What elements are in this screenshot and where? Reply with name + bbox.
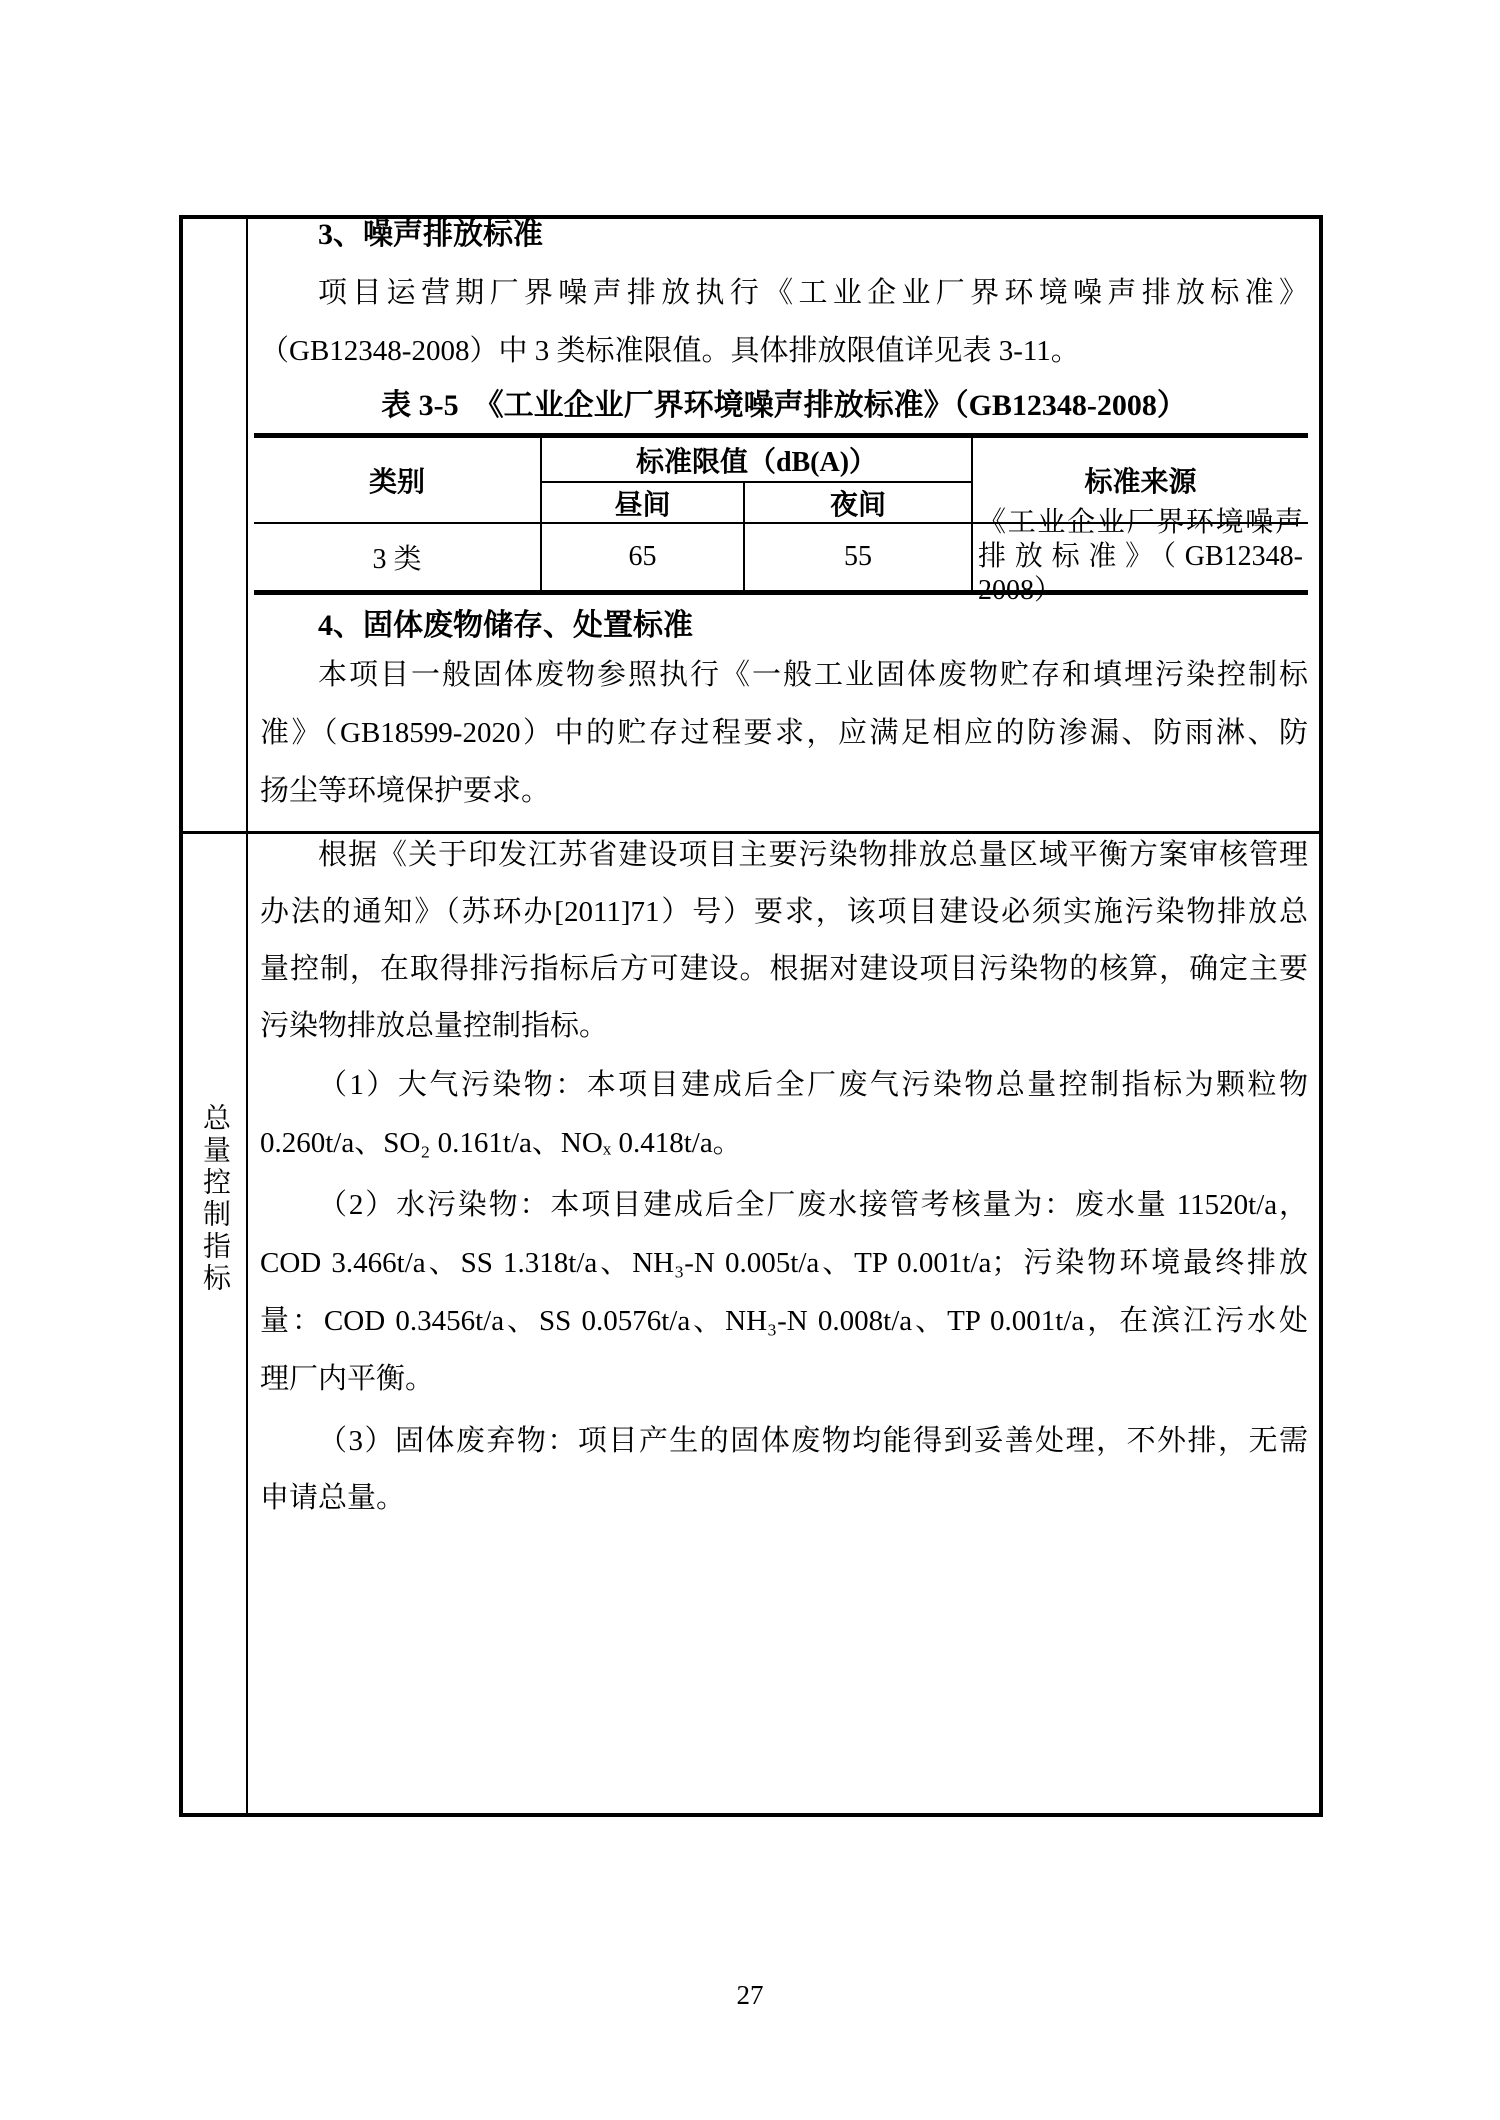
paragraph-line: 申请总量。 — [260, 1482, 406, 1514]
paragraph-line: 本项目一般固体废物参照执行《一般工业固体废物贮存和填埋污染控制标 — [318, 659, 1308, 691]
paragraph-line: （3）固体废弃物：项目产生的固体废物均能得到妥善处理，不外排，无需 — [318, 1425, 1308, 1457]
paragraph-line: 量控制，在取得排污指标后方可建设。根据对建设项目污染物的核算，确定主要 — [260, 953, 1308, 985]
table-header-source: 标准来源 — [1084, 467, 1197, 498]
section-heading-solid-waste: 4、固体废物储存、处置标准 — [318, 609, 693, 642]
paragraph-line: 根据《关于印发江苏省建设项目主要污染物排放总量区域平衡方案审核管理 — [318, 839, 1308, 871]
paragraph-line: 量：COD 0.3456t/a、SS 0.0576t/a、NH₃-N 0.008t/a、TP 0.001t/a，在滨江污水处 — [260, 1305, 1308, 1337]
sidebar-row-label: 总量控制指标 — [199, 1103, 230, 1295]
paragraph-line: 0.260t/a、SO₂ 0.161t/a、NOₓ 0.418t/a。 — [260, 1127, 742, 1159]
paragraph-line: 办法的通知》（苏环办[2011]71）号）要求，该项目建设必须实施污染物排放总 — [260, 896, 1308, 928]
table-header-category: 类别 — [254, 438, 542, 522]
paragraph-line: 准》（GB18599-2020）中的贮存过程要求，应满足相应的防渗漏、防雨淋、防 — [260, 717, 1308, 749]
section-heading-noise: 3、噪声排放标准 — [318, 218, 543, 251]
table-header-day: 昼间 — [542, 483, 745, 522]
paragraph-line: 理厂内平衡。 — [260, 1363, 435, 1395]
paragraph-line: （2）水污染物：本项目建成后全厂废水接管考核量为：废水量 11520t/a， — [318, 1189, 1308, 1221]
table-caption: 表 3-5 《工业企业厂界环境噪声排放标准》（GB12348-2008） — [381, 389, 1187, 422]
paragraph-line: （1）大气污染物：本项目建成后全厂废气污染物总量控制指标为颗粒物 — [318, 1069, 1308, 1101]
table-cell-source: 《工业企业厂界环境噪声排放标准》（GB12348-2008） — [973, 522, 1308, 590]
paragraph-line: 扬尘等环境保护要求。 — [260, 775, 551, 807]
paragraph-line: 项目运营期厂界噪声排放执行《工业企业厂界环境噪声排放标准》 — [318, 277, 1308, 309]
page-number: 27 — [736, 1980, 764, 2010]
noise-standard-table — [254, 433, 1308, 606]
paragraph-line: （GB12348-2008）中 3 类标准限值。具体排放限值详见表 3-11。 — [260, 335, 1080, 367]
table-header-limit: 标准限值（dB(A)） — [542, 438, 973, 483]
table-header-night: 夜间 — [745, 483, 973, 522]
table-cell-category: 3 类 — [254, 522, 542, 590]
table-cell-day-limit: 65 — [542, 522, 745, 590]
table-column-divider — [246, 219, 248, 1813]
paragraph-line: COD 3.466t/a、SS 1.318t/a、NH₃-N 0.005t/a、TP 0.001t/a；污染物环境最终排放 — [260, 1247, 1308, 1279]
paragraph-line: 污染物排放总量控制指标。 — [260, 1010, 609, 1042]
table-cell-night-limit: 55 — [745, 522, 973, 590]
